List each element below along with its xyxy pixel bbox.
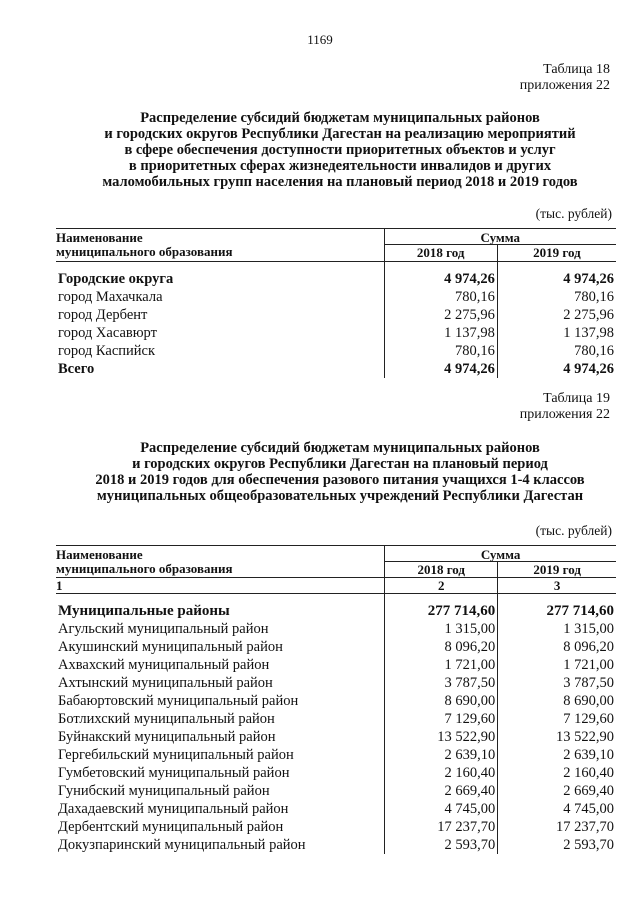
row-name: город Махачкала xyxy=(58,288,163,305)
row-name: Гумбетовский муниципальный район xyxy=(58,764,290,781)
title-line: Распределение субсидий бюджетам муниципальных районов xyxy=(140,440,540,456)
table-row xyxy=(56,620,616,638)
row-name: Буйнакский муниципальный район xyxy=(58,728,276,745)
row-name: Докузпаринский муниципальный район xyxy=(58,836,306,853)
appendix-ref: приложения 22 xyxy=(519,407,610,422)
value-2018: 1 721,00 xyxy=(385,656,498,674)
value-2019: 780,16 xyxy=(497,342,616,360)
value-2019: 2 669,40 xyxy=(498,782,616,800)
table-row xyxy=(56,836,616,854)
title-line: и городских округов Республики Дагестан на плановый период xyxy=(132,456,548,472)
table-row xyxy=(56,270,616,288)
table18 xyxy=(56,228,616,378)
value-2018: 2 669,40 xyxy=(385,782,498,800)
table-row xyxy=(56,818,616,836)
value-2018: 1 137,98 xyxy=(384,324,497,342)
title-line: и городских округов Республики Дагестан на реализацию мероприятий xyxy=(104,126,576,142)
row-name: Гунибский муниципальный район xyxy=(58,782,270,799)
table-row xyxy=(56,602,616,620)
row-name: Акушинский муниципальный район xyxy=(58,638,283,655)
value-2019: 2 275,96 xyxy=(497,306,616,324)
table-number: Таблица 18 xyxy=(543,62,610,77)
title-line: 2018 и 2019 годов для обеспечения разового питания учащихся 1-4 классов xyxy=(95,472,585,488)
appendix-ref: приложения 22 xyxy=(519,78,610,93)
table-row xyxy=(56,746,616,764)
units-label: (тыс. рублей) xyxy=(535,206,612,221)
header-2018: 2018 год xyxy=(384,245,497,262)
table18-body xyxy=(56,261,616,378)
header-2018: 2018 год xyxy=(385,562,498,578)
table-row xyxy=(56,360,616,378)
value-2019: 780,16 xyxy=(497,288,616,306)
title-line: в сфере обеспечения доступности приоритетных объектов и услуг xyxy=(124,142,556,158)
value-2018: 13 522,90 xyxy=(385,728,498,746)
row-name: Ботлихский муниципальный район xyxy=(58,710,275,727)
table19-label xyxy=(520,391,610,423)
table-row xyxy=(56,674,616,692)
table-row xyxy=(56,764,616,782)
page-number: 1169 xyxy=(307,32,333,47)
value-2018: 1 315,00 xyxy=(385,620,498,638)
row-name: город Каспийск xyxy=(58,342,156,359)
header-2019: 2019 год xyxy=(497,245,616,262)
title-line: муниципальных общеобразовательных учреждений Республики Дагестан xyxy=(96,488,584,504)
value-2019: 2 160,40 xyxy=(498,764,616,782)
table19-body xyxy=(56,593,616,854)
units-label: (тыс. рублей) xyxy=(535,523,612,538)
table-row xyxy=(56,692,616,710)
value-2019: 277 714,60 xyxy=(498,602,616,620)
table19-title xyxy=(40,440,640,504)
value-2018: 8 690,00 xyxy=(385,692,498,710)
value-2019: 2 593,70 xyxy=(498,836,616,854)
table-row xyxy=(56,782,616,800)
header-name-line1: Наименование xyxy=(56,229,384,245)
value-2019: 4 974,26 xyxy=(497,270,616,288)
row-name: Дербентский муниципальный район xyxy=(58,818,284,835)
table-number: Таблица 19 xyxy=(543,391,610,406)
title-line: маломобильных групп населения на плановый период 2018 и 2019 годов xyxy=(102,174,578,190)
value-2018: 4 745,00 xyxy=(385,800,498,818)
value-2018: 4 974,26 xyxy=(384,270,497,288)
header-name-line1: Наименование xyxy=(56,546,385,562)
row-name: Муниципальные районы xyxy=(58,602,230,619)
value-2018: 17 237,70 xyxy=(385,818,498,836)
value-2018: 2 275,96 xyxy=(384,306,497,324)
column-number-3: 3 xyxy=(498,577,616,593)
header-name-line2: муниципального образования xyxy=(56,562,385,578)
value-2019: 4 974,26 xyxy=(497,360,616,378)
value-2018: 780,16 xyxy=(384,288,497,306)
value-2019: 1 721,00 xyxy=(498,656,616,674)
row-name: Ахтынский муниципальный район xyxy=(58,674,273,691)
row-name: город Хасавюрт xyxy=(58,324,157,341)
table18-label xyxy=(520,62,610,94)
value-2018: 3 787,50 xyxy=(385,674,498,692)
value-2019: 13 522,90 xyxy=(498,728,616,746)
value-2018: 2 593,70 xyxy=(385,836,498,854)
table-row xyxy=(56,656,616,674)
value-2018: 8 096,20 xyxy=(385,638,498,656)
row-name: Всего xyxy=(58,360,95,377)
column-number-2: 2 xyxy=(385,577,498,593)
table-row xyxy=(56,800,616,818)
title-line: Распределение субсидий бюджетам муниципальных районов xyxy=(140,110,540,126)
table18-title xyxy=(40,110,640,190)
value-2018: 277 714,60 xyxy=(385,602,498,620)
table-row xyxy=(56,342,616,360)
value-2018: 7 129,60 xyxy=(385,710,498,728)
value-2019: 1 315,00 xyxy=(498,620,616,638)
header-sum: Сумма xyxy=(384,229,616,245)
row-name: город Дербент xyxy=(58,306,148,323)
table-row xyxy=(56,638,616,656)
table-row xyxy=(56,288,616,306)
row-name: Дахадаевский муниципальный район xyxy=(58,800,289,817)
value-2019: 1 137,98 xyxy=(497,324,616,342)
row-name: Городские округа xyxy=(58,270,174,287)
value-2018: 2 639,10 xyxy=(385,746,498,764)
column-number-1: 1 xyxy=(56,577,385,593)
value-2019: 7 129,60 xyxy=(498,710,616,728)
value-2019: 8 690,00 xyxy=(498,692,616,710)
value-2019: 17 237,70 xyxy=(498,818,616,836)
row-name: Ахвахский муниципальный район xyxy=(58,656,270,673)
header-name-line2: муниципального образования xyxy=(56,245,384,262)
title-line: в приоритетных сферах жизнедеятельности инвалидов и других xyxy=(128,158,552,174)
table19 xyxy=(56,545,616,854)
table-row xyxy=(56,306,616,324)
table-row xyxy=(56,728,616,746)
value-2018: 4 974,26 xyxy=(384,360,497,378)
header-sum: Сумма xyxy=(385,546,616,562)
row-name: Агульский муниципальный район xyxy=(58,620,269,637)
row-name: Бабаюртовский муниципальный район xyxy=(58,692,299,709)
table-row xyxy=(56,710,616,728)
value-2018: 2 160,40 xyxy=(385,764,498,782)
value-2019: 3 787,50 xyxy=(498,674,616,692)
value-2018: 780,16 xyxy=(384,342,497,360)
value-2019: 2 639,10 xyxy=(498,746,616,764)
table-row xyxy=(56,324,616,342)
header-2019: 2019 год xyxy=(498,562,616,578)
value-2019: 4 745,00 xyxy=(498,800,616,818)
row-name: Гергебильский муниципальный район xyxy=(58,746,294,763)
value-2019: 8 096,20 xyxy=(498,638,616,656)
